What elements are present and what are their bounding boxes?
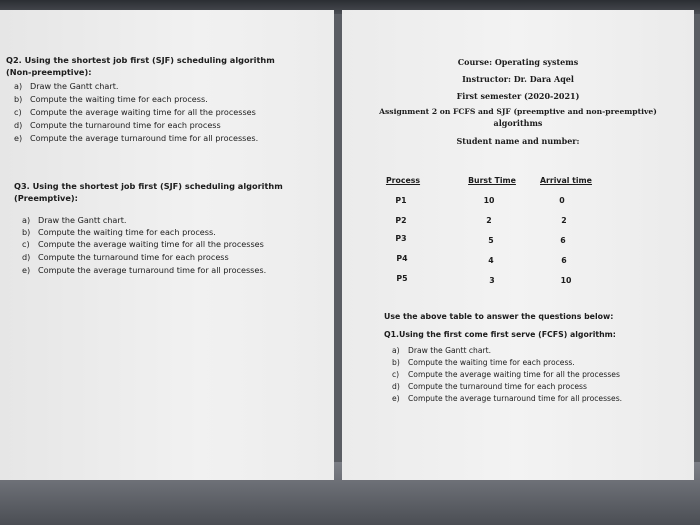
table-cell-arrival: 6 [561,256,567,265]
table-cell-process: P5 [396,274,408,283]
q2-item-a: a) Draw the Gantt chart. [14,81,119,91]
q1-title: Q1.Using the first come first serve (FCFS) algorithm: [384,330,616,339]
table-cell-arrival: 0 [559,196,565,205]
course-line: Course: Operating systems [457,57,579,67]
instructor-line: Instructor: Dr. Dara Aqel [462,74,574,84]
q1-item-c: c) Compute the average waiting time for all the processes [392,370,620,379]
table-cell-process: P3 [395,234,407,243]
q1-item-b: b) Compute the waiting time for each process. [392,358,575,367]
q2-item-b: b) Compute the waiting time for each process. [14,94,208,104]
table-cell-burst: 10 [483,196,495,205]
q2-item-c: c) Compute the average waiting time for all the processes [14,107,256,117]
table-instruction: Use the above table to answer the questions below: [384,312,614,321]
q2-title-line2: (Non-preemptive): [6,67,92,77]
table-header-process: Process [385,176,421,185]
table-cell-process: P4 [396,254,408,263]
table-header-arrival-time: Arrival time [540,176,592,185]
table-cell-arrival: 10 [560,276,572,285]
table-cell-arrival: 2 [561,216,567,225]
student-line: Student name and number: [456,136,580,146]
q2-item-d: d) Compute the turnaround time for each process [14,120,221,130]
q3-title-line1: Q3. Using the shortest job first (SJF) scheduling algorithm [14,181,283,191]
table-header-burst-time: Burst Time [468,176,516,185]
semester-line: First semester (2020-2021) [456,91,580,101]
q3-item-b: b) Compute the waiting time for each process. [22,227,216,237]
q1-item-d: d) Compute the turnaround time for each process [392,382,587,391]
q3-item-e: e) Compute the average turnaround time for all processes. [22,265,267,275]
table-cell-process: P1 [395,196,407,205]
q2-item-e: e) Compute the average turnaround time for all processes. [14,133,259,143]
table-cell-burst: 5 [488,236,494,245]
q3-item-d: d) Compute the turnaround time for each process [22,252,229,262]
q3-item-a: a) Draw the Gantt chart. [22,215,127,225]
right-page [342,10,694,480]
table-cell-process: P2 [395,216,407,225]
left-page [0,10,334,480]
assignment-line2: algorithms [493,118,543,128]
table-cell-burst: 3 [489,276,495,285]
assignment-line1: Assignment 2 on FCFS and SJF (preemptive and non-preemptive) [379,107,657,116]
q1-item-e: e) Compute the average turnaround time for all processes. [392,394,623,403]
q1-item-a: a) Draw the Gantt chart. [392,346,491,355]
q3-item-c: c) Compute the average waiting time for all the processes [22,239,264,249]
table-cell-burst: 2 [486,216,492,225]
table-cell-arrival: 6 [560,236,566,245]
q2-title-line1: Q2. Using the shortest job first (SJF) scheduling algorithm [6,55,275,65]
q3-title-line2: (Preemptive): [14,193,78,203]
table-cell-burst: 4 [488,256,494,265]
